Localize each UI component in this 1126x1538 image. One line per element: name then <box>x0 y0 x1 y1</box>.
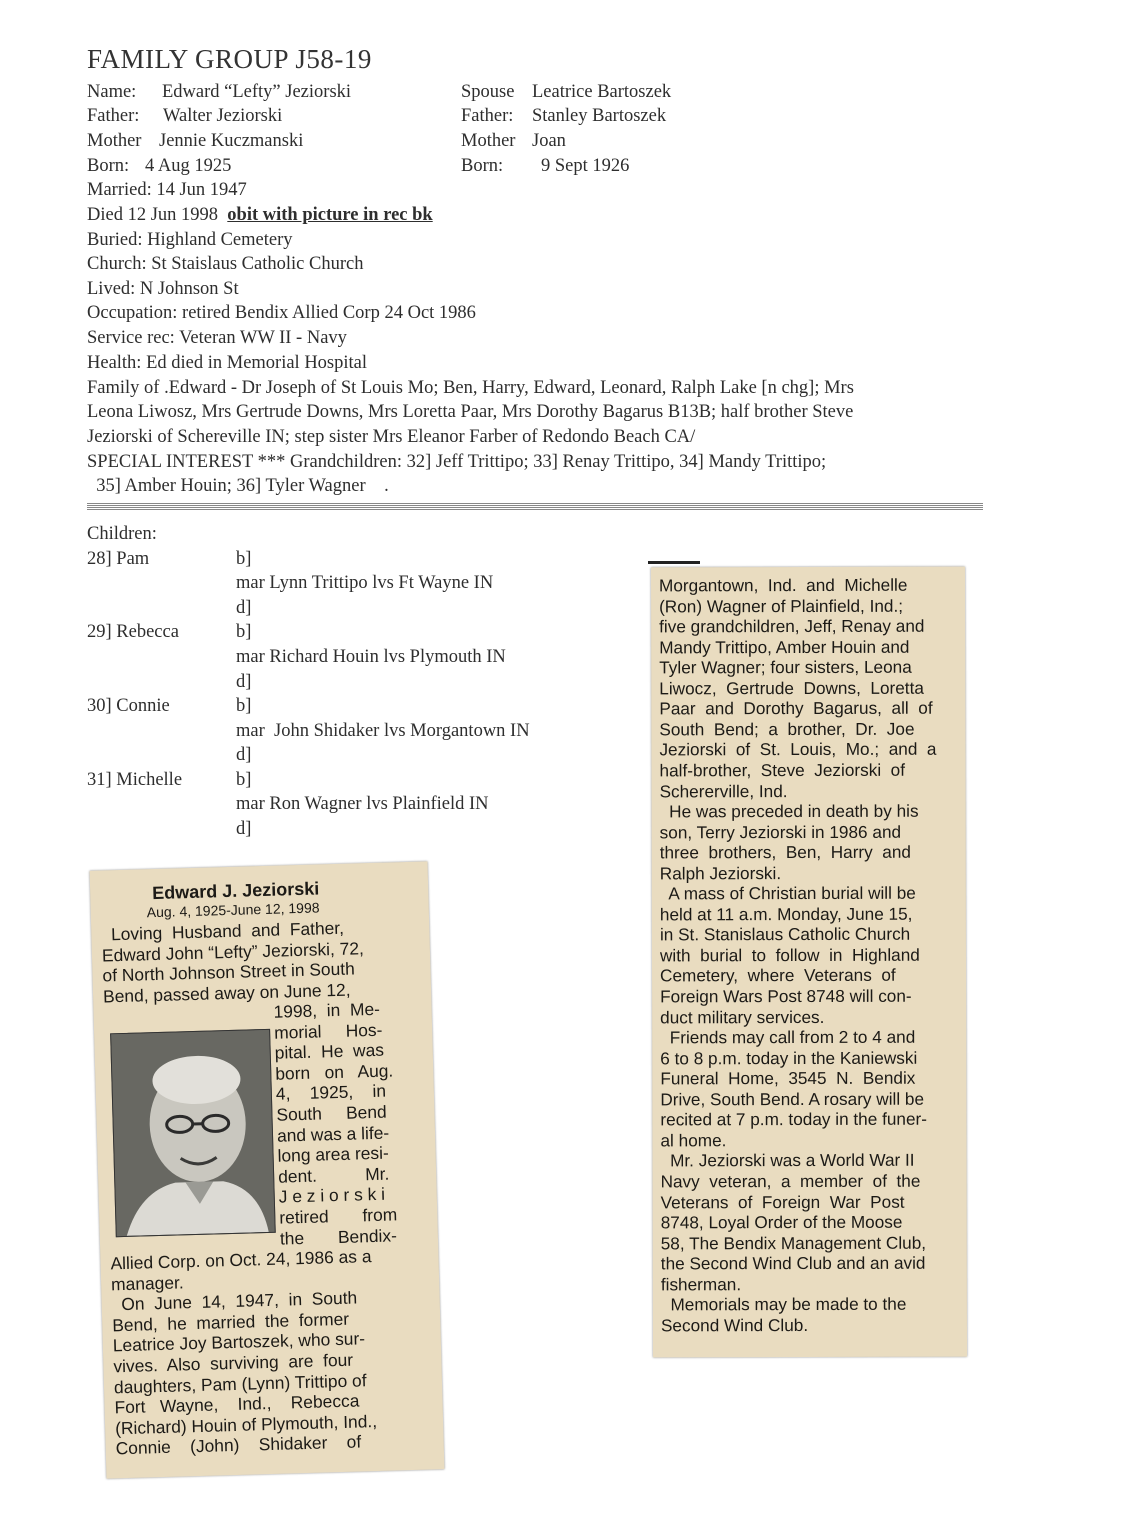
obituary-photo <box>110 1029 276 1237</box>
child-name: 28] Pam <box>87 549 150 569</box>
obituary-text-line: manager. <box>110 1271 184 1294</box>
died-line <box>87 203 433 227</box>
name-label: Name: <box>87 82 137 102</box>
obituary-text-line: Paar and Dorothy Bagarus, all of <box>659 697 933 719</box>
obituary-text-line: (Richard) Houin of Plymouth, Ind., <box>114 1410 378 1439</box>
obituary-text-line: Bend, he married the former <box>111 1308 350 1336</box>
obituary-text-line: the Second Wind Club and an avid <box>660 1252 926 1274</box>
born-label: Born: <box>87 156 130 176</box>
child-born: b] <box>236 622 252 642</box>
obituary-text-line: long area resi- <box>277 1142 390 1166</box>
obituary-text-line: (Ron) Wagner of Plainfield, Ind.; <box>659 595 904 616</box>
detail-church: Church: St Staislaus Catholic Church <box>87 254 364 274</box>
obituary-text-line: fisherman. <box>660 1273 742 1295</box>
child-name: 29] Rebecca <box>87 622 179 642</box>
spouse-mother-value: Joan <box>532 131 566 151</box>
clipping-mark <box>648 561 700 564</box>
obituary-text-line: Schererville, Ind. <box>659 780 788 801</box>
spouse-father-value: Stanley Bartoszek <box>532 106 667 126</box>
obituary-text-line: Second Wind Club. <box>660 1314 809 1336</box>
detail-service: Service rec: Veteran WW II - Navy <box>87 328 347 348</box>
obituary-text-line: 58, The Bendix Management Club, <box>660 1232 927 1253</box>
obituary-text-line: Fort Wayne, Ind., Rebecca <box>114 1390 360 1418</box>
obituary-text-line: Navy veteran, a member of the <box>660 1170 921 1192</box>
obituary-text-line: daughters, Pam (Lynn) Trittipo of <box>113 1369 367 1397</box>
obituary-text-line: Ralph Jeziorski. <box>659 862 782 884</box>
obituary-text-line: the Bendix- <box>279 1224 398 1249</box>
detail-family-1: Family of .Edward - Dr Joseph of St Louis Mo; Ben, Harry, Edward, Leonard, Ralph Lake [n chg]; Mrs <box>87 378 854 398</box>
detail-family-3: Jeziorski of Schereville IN; step sister Mrs Eleanor Farber of Redondo Beach CA/ <box>87 427 696 447</box>
obituary-text-line: On June 14, 1947, in South <box>111 1287 358 1315</box>
obituary-text-line: 8748, Loyal Order of the Moose <box>660 1211 903 1233</box>
name-value: Edward “Lefty” Jeziorski <box>162 82 352 102</box>
obituary-text-line: Memorials may be made to the <box>660 1293 907 1315</box>
portrait-image <box>111 1030 275 1236</box>
spouse-born-label: Born: <box>461 156 504 176</box>
child-died: d] <box>236 672 252 692</box>
obituary-text-line: He was preceded in death by his <box>659 800 919 822</box>
obituary-text-line: Bend, passed away on June 12, <box>102 979 351 1007</box>
child-name: 31] Michelle <box>87 770 183 790</box>
father-label: Father: <box>87 106 140 126</box>
obituary-text-line: and was a life- <box>276 1122 390 1146</box>
obituary-text-line: retired from <box>279 1204 398 1228</box>
detail-occupation: Occupation: retired Bendix Allied Corp 24 Oct 1986 <box>87 303 476 323</box>
obituary-text-line: half-brother, Steve Jeziorski of <box>659 759 906 781</box>
obituary-text-line: 6 to 8 p.m. today in the Kaniewski <box>660 1047 918 1069</box>
obituary-text-line: Friends may call from 2 to 4 and <box>660 1026 916 1048</box>
obituary-text-line: South Bend; a brother, Dr. Joe <box>659 718 915 740</box>
born-value: 4 Aug 1925 <box>145 156 232 176</box>
obituary-text-line: Loving Husband and Father, <box>101 917 345 945</box>
spouse-mother-label: Mother <box>461 131 516 151</box>
obituary-text-line: Connie (John) Shidaker of <box>115 1431 362 1459</box>
mother-value: Jennie Kuczmanski <box>159 131 304 151</box>
obituary-text-line: in St. Stanislaus Catholic Church <box>659 924 911 945</box>
child-married: mar Ron Wagner lvs Plainfield IN <box>236 794 489 814</box>
obituary-text-line: Liwocz, Gertrude Downs, Loretta <box>659 677 924 699</box>
obituary-text-line: 1998, in Me- <box>273 998 381 1022</box>
obituary-text-line: held at 11 a.m. Monday, June 15, <box>659 903 913 925</box>
child-died: d] <box>236 819 252 839</box>
obituary-text-line: five grandchildren, Jeff, Renay and <box>659 615 925 637</box>
obituary-text-line: with burial to follow in Highland <box>659 944 920 966</box>
obituary-headline: Edward J. Jeziorski <box>151 878 320 904</box>
double-rule-divider <box>87 503 983 510</box>
obituary-text-line: Leatrice Joy Bartoszek, who sur- <box>112 1328 366 1356</box>
child-married: mar John Shidaker lvs Morgantown IN <box>236 721 530 741</box>
obituary-text-line: dent. Mr. <box>277 1163 390 1187</box>
child-died: d] <box>236 745 252 765</box>
spouse-born-value: 9 Sept 1926 <box>541 156 630 176</box>
child-born: b] <box>236 549 252 569</box>
obituary-text-line: Allied Corp. on Oct. 24, 1986 as a <box>110 1246 372 1274</box>
father-value: Walter Jeziorski <box>163 106 283 126</box>
detail-lived: Lived: N Johnson St <box>87 279 239 299</box>
obituary-text-line: born on Aug. <box>275 1060 394 1084</box>
obituary-text-line: al home. <box>660 1130 727 1151</box>
obituary-text-line: pital. He was <box>274 1039 385 1063</box>
obituary-text-line: vives. Also surviving are four <box>113 1349 354 1377</box>
obituary-text-line: of North Johnson Street in South <box>102 958 356 986</box>
child-married: mar Richard Houin lvs Plymouth IN <box>236 647 506 667</box>
obituary-text-line: Foreign Wars Post 8748 will con- <box>660 985 912 1007</box>
obituary-text-line: Mandy Trittipo, Amber Houin and <box>659 636 910 658</box>
child-born: b] <box>236 770 252 790</box>
child-died: d] <box>236 598 252 618</box>
child-born: b] <box>236 696 252 716</box>
obituary-text-line: recited at 7 p.m. today in the funer- <box>660 1108 928 1130</box>
page-title: FAMILY GROUP J58-19 <box>87 44 372 74</box>
obituary-text-line: Funeral Home, 3545 N. Bendix <box>660 1067 916 1089</box>
obituary-text-line: morial Hos- <box>273 1019 383 1043</box>
obituary-text-line: Morgantown, Ind. and Michelle <box>658 574 908 596</box>
children-heading: Children: <box>87 524 157 544</box>
obituary-text-line: three brothers, Ben, Harry and <box>659 841 911 863</box>
detail-special-1: SPECIAL INTEREST *** Grandchildren: 32] Jeff Trittipo; 33] Renay Trittipo, 34] Mandy Trittipo; <box>87 452 827 472</box>
obituary-text-line: South Bend <box>276 1101 387 1125</box>
spouse-label: Spouse <box>461 82 515 102</box>
child-name: 30] Connie <box>87 696 170 716</box>
detail-special-2: 35] Amber Houin; 36] Tyler Wagner . <box>87 476 389 496</box>
detail-family-2: Leona Liwosz, Mrs Gertrude Downs, Mrs Loretta Paar, Mrs Dorothy Bagarus B13B; half brother Steve <box>87 402 854 422</box>
obit-note: obit with picture in rec bk <box>227 205 433 225</box>
married-line: Married: 14 Jun 1947 <box>87 180 247 200</box>
obituary-text-line: Mr. Jeziorski was a World War II <box>660 1150 915 1171</box>
detail-health: Health: Ed died in Memorial Hospital <box>87 353 368 373</box>
died-text: Died 12 Jun 1998 <box>87 205 219 225</box>
child-married: mar Lynn Trittipo lvs Ft Wayne IN <box>236 573 494 593</box>
obituary-clipping-left <box>90 861 445 1478</box>
mother-label: Mother <box>87 131 142 151</box>
obituary-dates: Aug. 4, 1925-June 12, 1998 <box>146 899 320 921</box>
obituary-text-line: A mass of Christian burial will be <box>659 882 916 904</box>
obituary-text-line: Jeziorski of St. Louis, Mo.; and a <box>659 739 937 760</box>
obituary-text-line: son, Terry Jeziorski in 1986 and <box>659 821 902 842</box>
detail-buried: Buried: Highland Cemetery <box>87 230 293 250</box>
obituary-text-line: Veterans of Foreign War Post <box>660 1191 905 1212</box>
obituary-text-line: J e z i o r s k i <box>278 1184 386 1208</box>
obituary-text-line: Edward John “Lefty” Jeziorski, 72, <box>101 937 365 966</box>
obituary-text-line: Drive, South Bend. A rosary will be <box>660 1088 925 1110</box>
obituary-text-line: Tyler Wagner; four sisters, Leona <box>659 656 912 678</box>
spouse-value: Leatrice Bartoszek <box>532 82 672 102</box>
obituary-text-line: duct military services. <box>660 1006 825 1027</box>
obituary-clipping-right <box>651 567 967 1358</box>
obituary-text-line: 4, 1925, in <box>275 1081 387 1105</box>
spouse-father-label: Father: <box>461 106 514 126</box>
obituary-text-line: Cemetery, where Veterans of <box>660 965 896 986</box>
